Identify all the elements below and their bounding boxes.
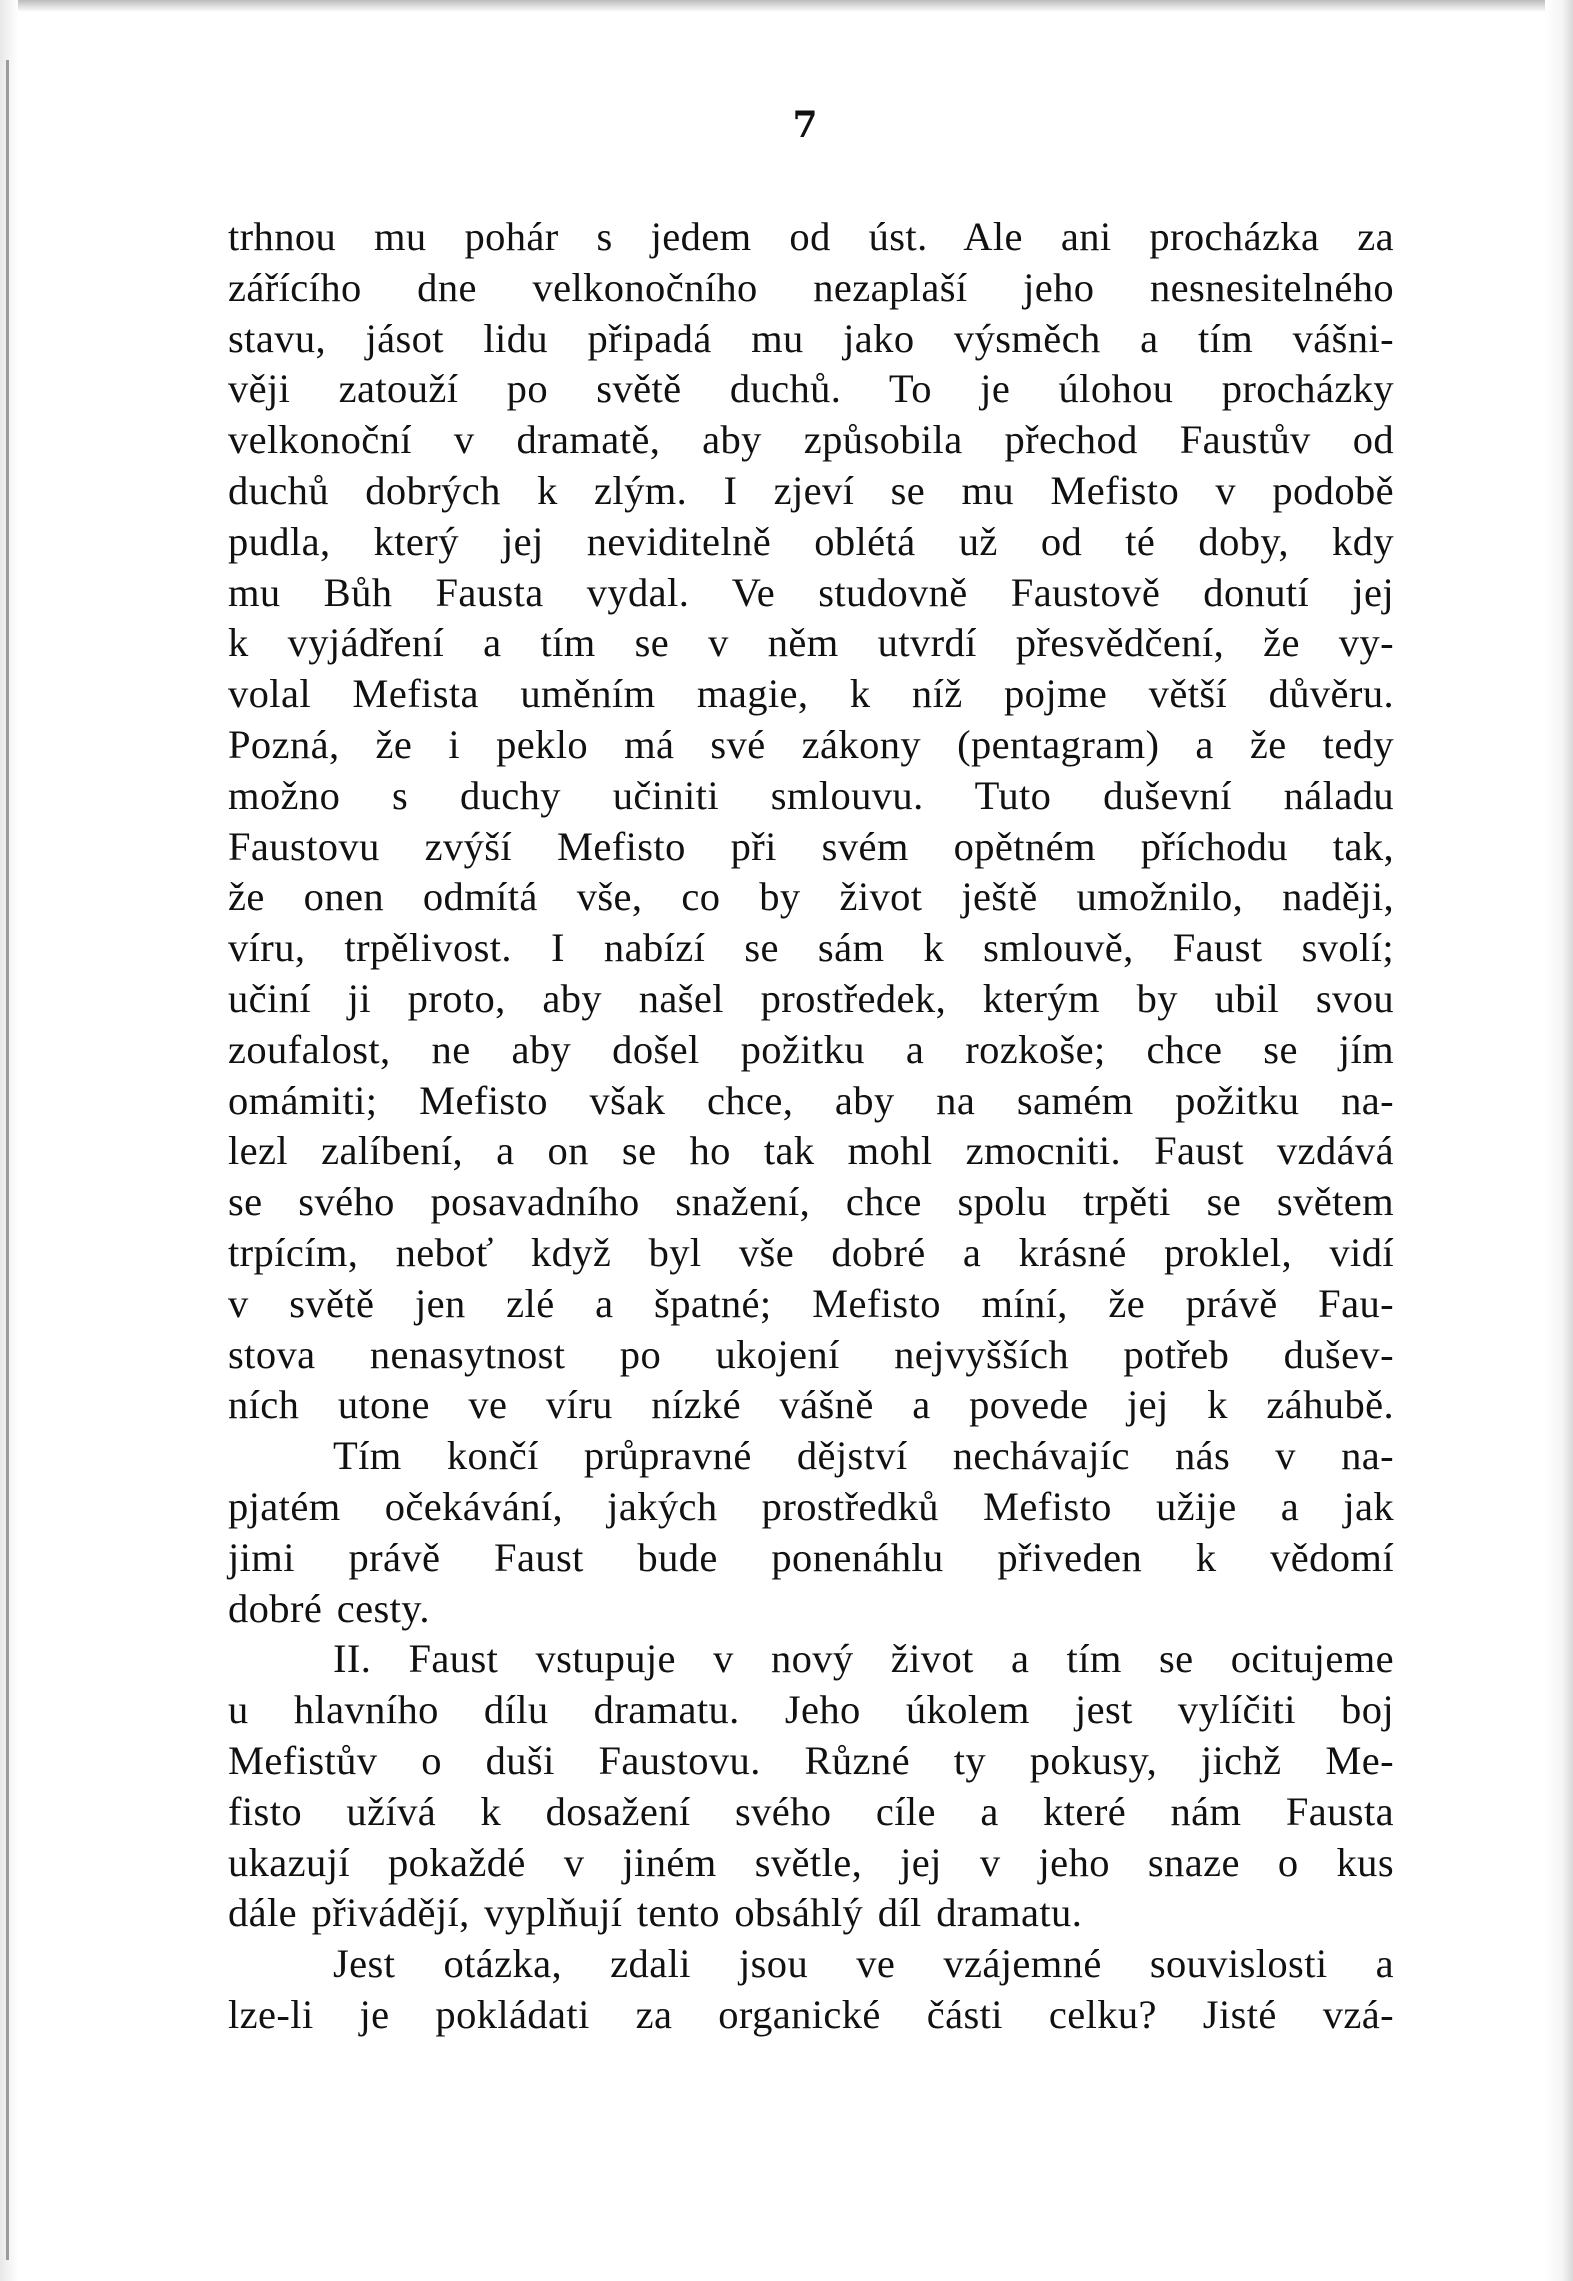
text-line: fisto užívá k dosažení svého cíle a které nám Fausta — [228, 1788, 1394, 1834]
page-number: 7 — [792, 104, 818, 146]
text-line: k vyjádření a tím se v něm utvrdí přesvědčení, že vy- — [228, 620, 1394, 666]
text-line: Tím končí průpravné dějství nechávajíc nás v na- — [333, 1433, 1394, 1479]
text-line: Jest otázka, zdali jsou ve vzájemné souvislosti a — [333, 1941, 1394, 1987]
scan-edge-left — [0, 0, 18, 2281]
text-line: volal Mefista uměním magie, k níž pojme větší důvěru. — [228, 671, 1394, 717]
text-line: lezl zalíbení, a on se ho tak mohl zmocniti. Faust vzdává — [228, 1128, 1394, 1174]
text-line: zářícího dne velkonočního nezaplaší jeho nesnesitelného — [228, 264, 1394, 310]
text-line: II. Faust vstupuje v nový život a tím se ocitujeme — [333, 1636, 1394, 1682]
text-line: ních utone ve víru nízké vášně a povede jej k záhubě. — [228, 1382, 1394, 1428]
text-line: stavu, jásot lidu připadá mu jako výsměch a tím vášni- — [228, 315, 1394, 361]
text-line: u hlavního dílu dramatu. Jeho úkolem jest vylíčiti boj — [228, 1687, 1394, 1733]
text-line: zoufalost, ne aby došel požitku a rozkoše; chce se jím — [228, 1026, 1394, 1072]
body-text — [228, 212, 1394, 2041]
text-line: v světě jen zlé a špatné; Mefisto míní, že právě Fau- — [228, 1280, 1394, 1326]
text-line: Faustovu zvýší Mefisto při svém opětném příchodu tak, — [228, 823, 1394, 869]
text-line: učiní ji proto, aby našel prostředek, kterým by ubil svou — [228, 975, 1394, 1021]
text-line: lze-li je pokládati za organické části celku? Jisté vzá- — [228, 1991, 1394, 2037]
text-line: Pozná, že i peklo má své zákony (pentagram) a že tedy — [228, 721, 1394, 767]
text-line: omámiti; Mefisto však chce, aby na samém požitku na- — [228, 1077, 1394, 1123]
text-line: pjatém očekávání, jakých prostředků Mefisto užije a jak — [228, 1483, 1394, 1529]
text-line: velkonoční v dramatě, aby způsobila přechod Faustův od — [228, 417, 1394, 463]
scan-binding-line — [6, 60, 9, 2260]
text-line: věji zatouží po světě duchů. To je úlohou procházky — [228, 366, 1394, 412]
text-line: stova nenasytnost po ukojení nejvyšších potřeb dušev- — [228, 1331, 1394, 1377]
text-line: jimi právě Faust bude ponenáhlu přiveden k vědomí — [228, 1534, 1394, 1580]
text-line: možno s duchy učiniti smlouvu. Tuto duševní náladu — [228, 772, 1394, 818]
scan-edge-right — [1545, 0, 1573, 2281]
text-line: víru, trpělivost. I nabízí se sám k smlouvě, Faust svolí; — [228, 925, 1394, 971]
text-line: Mefistův o duši Faustovu. Různé ty pokusy, jichž Me- — [228, 1737, 1394, 1783]
text-line: trhnou mu pohár s jedem od úst. Ale ani procházka za — [228, 214, 1394, 259]
text-line: pudla, který jej neviditelně oblétá už od té doby, kdy — [228, 518, 1394, 564]
text-line: mu Bůh Fausta vydal. Ve studovně Faustově donutí jej — [228, 569, 1394, 615]
text-line: dobré cesty. — [228, 1585, 430, 1631]
text-line: ukazují pokaždé v jiném světle, jej v jeho snaze o kus — [228, 1839, 1394, 1885]
text-line: že onen odmítá vše, co by život ještě umožnilo, naději, — [228, 874, 1394, 920]
text-line: trpícím, neboť když byl vše dobré a krásné proklel, vidí — [228, 1229, 1394, 1275]
text-line: dále přivádějí, vyplňují tento obsáhlý díl dramatu. — [228, 1890, 1083, 1936]
text-line: se svého posavadního snažení, chce spolu trpěti se světem — [228, 1179, 1394, 1225]
text-line: duchů dobrých k zlým. I zjeví se mu Mefisto v podobě — [228, 467, 1394, 513]
scan-edge-top — [0, 0, 1573, 12]
